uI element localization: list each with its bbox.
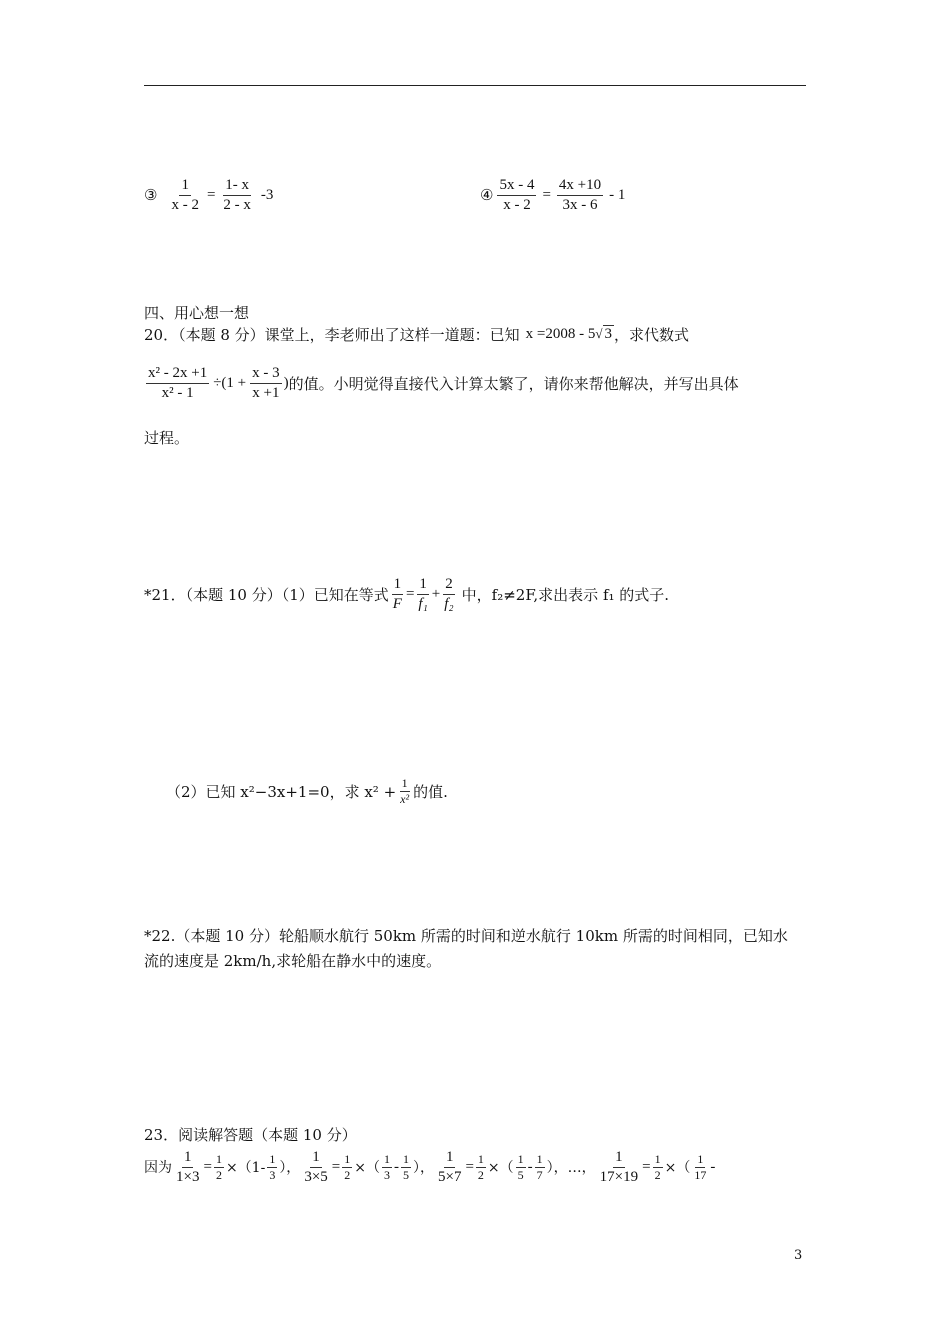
q23-t1-mid: ×（1- xyxy=(225,1160,266,1177)
eq3-lhs: $\frac{1}{x - 2}$ xyxy=(171,177,199,213)
q22-line2: 流的速度是 2km/h,求轮船在静水中的速度。 xyxy=(144,952,442,970)
q22-line1: *22.（本题 10 分）轮船顺水航行 50km 所需的时间和逆水航行 10km 所需的时间相同，已知水 xyxy=(144,927,788,945)
q20-line3: 过程。 xyxy=(144,429,190,447)
q23-half1: $\frac{1}{2}$ xyxy=(215,1151,222,1182)
q21-frac-b: $\frac{1}{\text{f₁}}$ xyxy=(418,576,428,612)
q20-line1 xyxy=(144,324,689,345)
q20-op: ÷(1 + xyxy=(213,374,247,391)
q23-t4-a: $\frac{1}{17}$ xyxy=(694,1151,707,1182)
eq3-equals: = xyxy=(206,186,216,203)
q20-frac2: $\frac{x - 3}{x +1}$ xyxy=(252,365,280,401)
q21-part2-suffix: 的值. xyxy=(413,783,448,801)
q23-t3-mid: ×（ xyxy=(487,1160,514,1177)
q21-part2-frac: $\frac{1}{\text{x²}}$ xyxy=(400,776,410,806)
q23-t4: $\frac{1}{17\times 19}$ xyxy=(599,1149,639,1185)
equation-3 xyxy=(144,176,273,215)
q23-t2: $\frac{1}{3\times 5}$ xyxy=(304,1149,328,1185)
q23-t2-close: ）， xyxy=(412,1160,434,1177)
q21-part2 xyxy=(166,776,448,807)
q23-minus2: - xyxy=(527,1158,533,1175)
q23-half2: $\frac{1}{2}$ xyxy=(344,1151,351,1182)
q20-text: 的值。小明觉得直接代入计算太繁了，请你来帮他解决，并写出具体 xyxy=(288,374,739,393)
q23-half4: $\frac{1}{2}$ xyxy=(654,1151,661,1182)
q23-because: 因为 xyxy=(144,1160,172,1177)
q23-eq3: = xyxy=(465,1158,474,1175)
q21-plus: + xyxy=(431,585,441,602)
q20-close: ) xyxy=(283,374,289,391)
q23-t2-a: $\frac{1}{3}$ xyxy=(383,1151,390,1182)
q23-t3: $\frac{1}{5\times 7}$ xyxy=(437,1149,462,1185)
eq3-tail: -3 xyxy=(260,186,274,203)
q23-t3-b: $\frac{1}{7}$ xyxy=(536,1151,543,1182)
q20-frac1: $\frac{\text{x² - 2x +1}}{\text{x² - 1}}$ xyxy=(148,365,208,401)
section-title: 四、用心想一想 xyxy=(144,304,250,322)
q23-half3: $\frac{1}{2}$ xyxy=(477,1151,484,1182)
eq4-marker: ④ xyxy=(480,187,494,204)
q21-prefix: *21．（本题 10 分）（1）已知在等式 xyxy=(144,585,389,604)
q23-t2-mid: ×（ xyxy=(354,1160,380,1177)
q21-part2-prefix: （2）已知 x²−3x+1=0，求 x² + xyxy=(166,783,397,801)
q23-t2-b: $\frac{1}{5}$ xyxy=(402,1151,409,1182)
q23-title: 23．阅读解答题（本题 10 分） xyxy=(144,1126,357,1144)
q23-t4-mid: ×（ xyxy=(664,1160,691,1177)
q23-t3-close: ），…， xyxy=(546,1160,596,1177)
q23-t4-tail: - xyxy=(710,1158,716,1175)
q21-suffix: 中，f₂≠2F,求出表示 f₁ 的式子. xyxy=(461,585,670,604)
q21-frac-a: $\frac{1}{F}$ xyxy=(392,576,402,612)
eq4-rhs: $\frac{4x +10}{3x - 6}$ xyxy=(558,177,602,213)
q20-given: x =2008 - 5√ 3 xyxy=(525,326,613,342)
eq3-marker: ③ xyxy=(144,187,158,204)
q21-equals: = xyxy=(405,585,415,602)
header-rule xyxy=(144,85,806,86)
equation-4 xyxy=(480,176,625,215)
q21-frac-c: $\frac{2}{\text{f₂}}$ xyxy=(444,576,454,612)
q23-t3-a: $\frac{1}{5}$ xyxy=(517,1151,524,1182)
q21-line1 xyxy=(144,575,669,614)
eq4-tail: - 1 xyxy=(609,186,626,203)
q23-eq2: = xyxy=(331,1158,341,1175)
q23-minus1: - xyxy=(393,1158,399,1175)
q23-t1-r: $\frac{1}{3}$ xyxy=(269,1151,276,1182)
eq3-rhs: $\frac{1- x}{2 - x}$ xyxy=(223,177,251,213)
q23-t1: $\frac{1}{1\times 3}$ xyxy=(176,1149,200,1185)
q23-t1-close: ）， xyxy=(279,1160,301,1177)
page-number: 3 xyxy=(794,1248,803,1263)
eq4-lhs: $\frac{5x - 4}{x - 2}$ xyxy=(499,177,535,213)
q20-suffix: ，求代数式 xyxy=(614,326,690,344)
eq4-equals: = xyxy=(542,186,551,203)
q20-line2 xyxy=(144,364,739,403)
q23-line xyxy=(144,1148,715,1187)
q23-eq4: = xyxy=(642,1158,651,1175)
q20-prefix: 20．（本题 8 分）课堂上，李老师出了这样一道题：已知 xyxy=(144,326,520,344)
q23-eq1: = xyxy=(203,1158,212,1175)
